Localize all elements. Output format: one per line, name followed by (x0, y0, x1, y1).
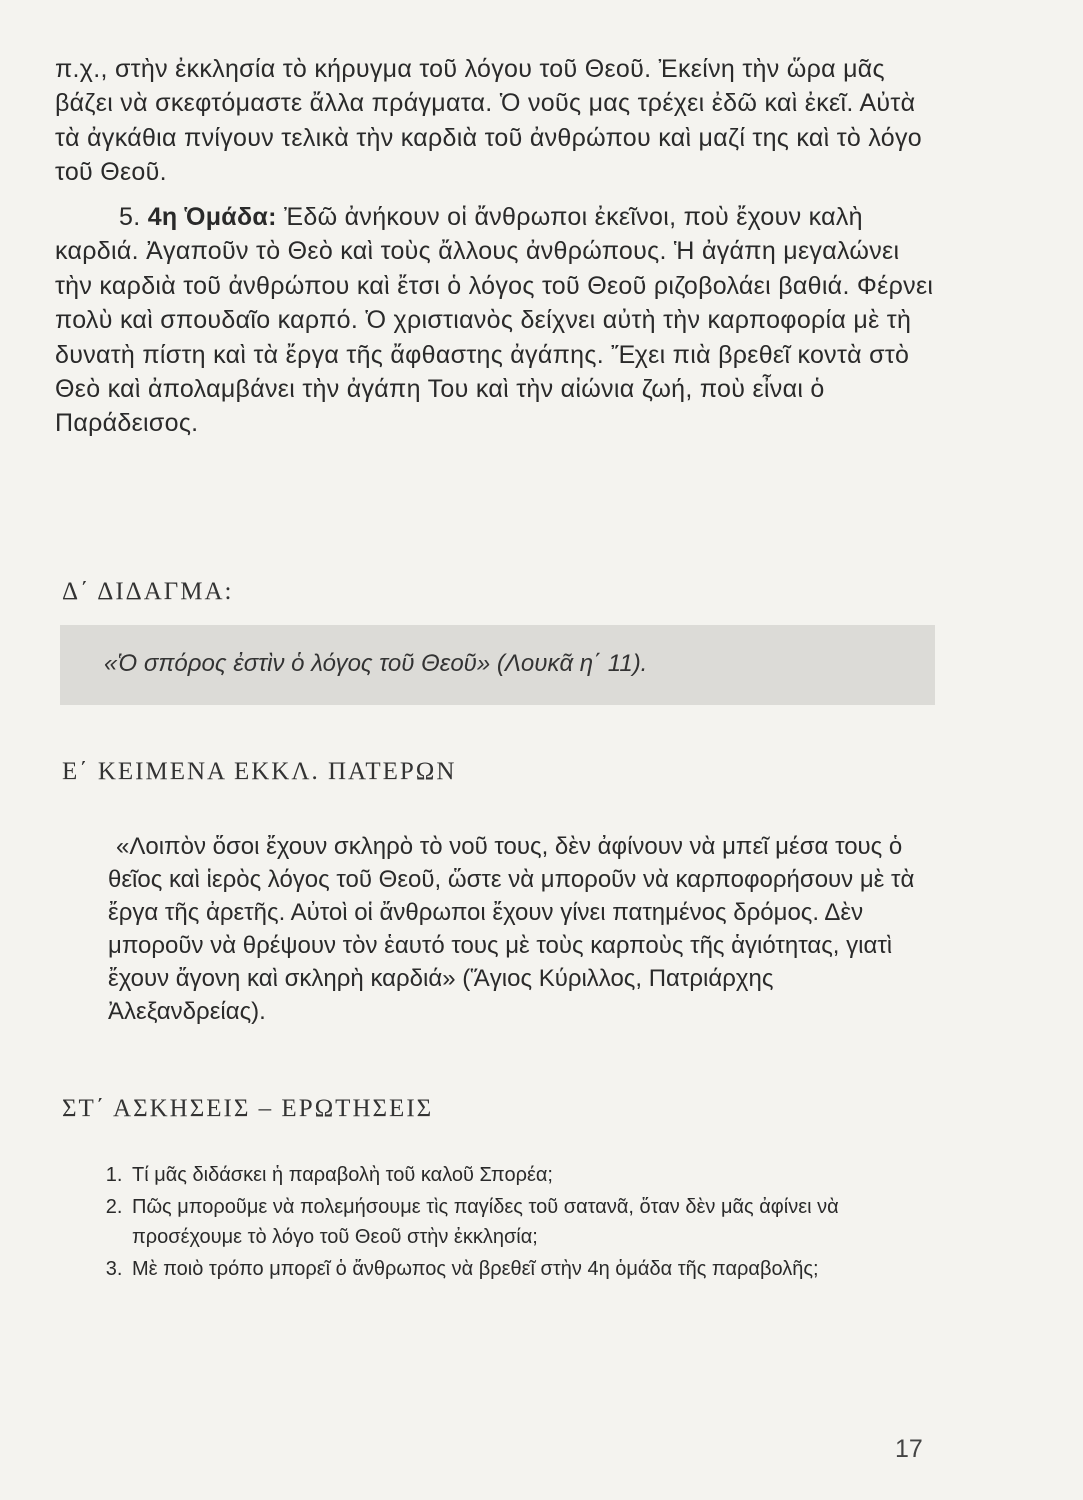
fathers-text: «Λοιπὸν ὅσοι ἔχουν σκληρὸ τὸ νοῦ τους, δὲν ἀφίνουν νὰ μπεῖ μέσα τους ὁ θεῖος καὶ ἱερὸς λόγος τοῦ Θεοῦ, ὥστε νὰ μποροῦν νὰ καρποφορήσουν μὲ τὰ ἔργα τῆς ἀρετῆς. Αὐτοὶ οἱ ἄνθρωποι ἔχουν γίνει πατημένος δρόμος. Δὲν μποροῦν νὰ θρέψουν τὸν ἑαυτό τους μὲ τοὺς καρποὺς τῆς ἁγιότητας, γιατὶ ἔχουν ἄγονη καὶ σκληρὴ καρδιά» (Ἅγιος Κύριλλος, Πατριάρχης Ἀλεξανδρείας). (108, 833, 915, 1025)
exercise-questions (100, 1160, 935, 1286)
question-item: 2. Πῶς μποροῦμε νὰ πολεμήσουμε τὶς παγίδες τοῦ σατανᾶ, ὅταν δὲν μᾶς ἀφίνει νὰ προσέχουμε τὸ λόγο τοῦ Θεοῦ στὴν ἐκκλησία; (128, 1192, 935, 1252)
item-text: Ἐδῶ ἀνήκουν οἱ ἄνθρωποι ἐκεῖνοι, ποὺ ἔχουν καλὴ καρδιά. Ἀγαποῦν τὸ Θεὸ καὶ τοὺς ἄλλους ἀνθρώπους. Ἡ ἀγάπη μεγαλώνει τὴν καρδιὰ τοῦ ἀνθρώπου καὶ ἔτσι ὁ λόγος τοῦ Θεοῦ ριζοβολάει βαθιά. Φέρνει πολὺ καὶ σπουδαῖο καρπό. Ὁ χριστιανὸς δείχνει αὐτὴ τὴν καρποφορία μὲ τὴ δυνατὴ πίστη καὶ τὰ ἔργα τῆς ἄφθαστης ἀγάπης. Ἔχει πιὰ βρεθεῖ κοντὰ στὸ Θεὸ καὶ ἀπολαμβάνει τὴν ἀγάπη Του καὶ τὴν αἰώνια ζωή, ποὺ εἶναι ὁ Παράδεισος. (55, 203, 934, 438)
section-st-heading: ΣΤ΄ ΑΣΚΗΣΕΙΣ – ΕΡΩΤΗΣΕΙΣ (62, 1095, 434, 1122)
body-paragraph-continued (55, 52, 935, 190)
page-number: 17 (895, 1435, 923, 1463)
scripture-quote: «Ὁ σπόρος ἐστὶν ὁ λόγος τοῦ Θεοῦ» (Λουκᾶ η΄ 11). (104, 650, 648, 677)
section-d-heading: Δ΄ ΔΙΔΑΓΜΑ: (62, 578, 234, 605)
question-item: 3. Μὲ ποιὸ τρόπο μπορεῖ ὁ ἄνθρωπος νὰ βρεθεῖ στὴν 4η ὁμάδα τῆς παραβολῆς; (128, 1254, 935, 1284)
paragraph-text: π.χ., στὴν ἐκκλησία τὸ κήρυγμα τοῦ λόγου τοῦ Θεοῦ. Ἐκείνη τὴν ὥρα μᾶς βάζει νὰ σκεφτόμαστε ἄλλα πράγματα. Ὁ νοῦς μας τρέχει ἐδῶ καὶ ἐκεῖ. Αὐτὰ τὰ ἀγκάθια πνίγουν τελικὰ τὴν καρδιὰ τοῦ ἀνθρώπου καὶ μαζί της καὶ τὸ λόγο τοῦ Θεοῦ. (55, 55, 922, 187)
body-paragraph-item-5 (55, 200, 935, 441)
church-fathers-quote (108, 830, 934, 1028)
item-label: 4η Ὁμάδα: (147, 203, 277, 231)
question-item: 1. Τί μᾶς διδάσκει ἡ παραβολὴ τοῦ καλοῦ Σπορέα; (128, 1160, 935, 1190)
item-number: 5. (119, 203, 141, 231)
section-e-heading: Ε΄ ΚΕΙΜΕΝΑ ΕΚΚΛ. ΠΑΤΕΡΩΝ (62, 758, 457, 785)
